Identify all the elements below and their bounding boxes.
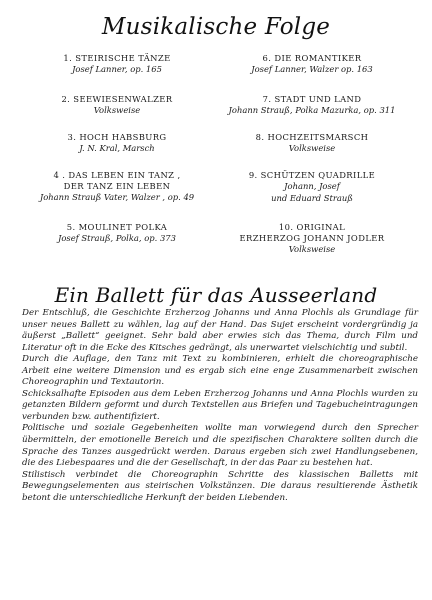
- program-item-title: 2. SEEWIESENWALZER: [61, 94, 173, 104]
- article-paragraph-4: Politische und soziale Gegebenheiten wollte man vorwiegend durch den Sprecher übermitteln, der emotionelle Bereich und die spezifischen Charaktere sollten durch die Sprache des Tanzes ausgedrückt werden. Daraus ergeben sich zwei Handlungsebenen, die des Liebespaares und die der Gesellschaft, in der das Paar zu bestehen hat.: [22, 423, 418, 469]
- program-item-title: 5. MOULINET POLKA: [66, 222, 168, 232]
- program-item-title: 8. HOCHZEITSMARSCH: [255, 132, 369, 142]
- program-item-6: [217, 53, 407, 76]
- program-item-10: [217, 222, 407, 256]
- program-item-composer: Johann, Josef: [284, 181, 340, 191]
- article-paragraph-5: Stilistisch verbindet die Choreographin Schritte des klassischen Balletts mit Bewegungselementen aus steirischen Volkstänzen. Die daraus resultierende Ästhetik betont die unterschiedliche Herkunft der beiden Liebenden.: [22, 469, 418, 503]
- program-item-composer: Volksweise: [288, 143, 336, 153]
- program-item-composer: J. N. Kral, Marsch: [79, 143, 155, 153]
- article-paragraph-1: Der Entschluß, die Geschichte Erzherzog Johanns und Anna Plochls als Grundlage für unser neues Ballett zu wählen, lag auf der Hand. Das Sujet erscheint vordergründig ja äußerst „Ballett“ geeignet. Sehr bald aber erwies sich das Thema, durch Film und Literatur oft in die Ecke des Kitsches gedrängt, als unerwartet vielschichtig und subtil.: [22, 308, 418, 353]
- program-item-2: [22, 94, 212, 117]
- program-item-title-line-2: ERZHERZOG JOHANN JODLER: [239, 233, 385, 243]
- program-item-8: [217, 132, 407, 155]
- program-item-title: 3. HOCH HABSBURG: [67, 132, 167, 142]
- program-item-title: 1. STEIRISCHE TÄNZE: [63, 53, 171, 63]
- program-item-5: [22, 222, 212, 245]
- program-item-4: [22, 170, 212, 204]
- program-item-3: [22, 132, 212, 155]
- program-item-composer: Volksweise: [93, 105, 141, 115]
- program-item-title: 10. ORIGINAL: [278, 222, 346, 232]
- program-item-9: [217, 170, 407, 204]
- article-paragraph-2: Durch die Auflage, den Tanz mit Text zu kombinieren, erhielt die choreographische Arbeit eine weitere Dimension und es ergab sich eine enge Zusammenarbeit zwischen Choreographin und Textautorin.: [22, 354, 418, 388]
- article-body: [22, 308, 418, 504]
- program-item-composer: Josef Strauß, Polka, op. 373: [58, 233, 176, 243]
- program-item-composer: Volksweise: [288, 244, 336, 254]
- program-item-title-line-2: DER TANZ EIN LEBEN: [63, 181, 171, 191]
- article-paragraph-3: Schicksalhafte Episoden aus dem Leben Erzherzog Johanns und Anna Plochls wurden zu getanzten Bildern geformt und durch Textstellen aus Briefen und Tagebucheintragungen verbunden bzw. authentifiziert.: [22, 388, 418, 422]
- article-heading: Ein Ballett für das Ausseerland: [54, 283, 378, 307]
- program-item-title: 4 . DAS LEBEN EIN TANZ ,: [53, 170, 181, 180]
- program-item-composer: Johann Strauß, Polka Mazurka, op. 311: [228, 105, 396, 115]
- program-item-7: [217, 94, 407, 117]
- program-item-title: 7. STADT UND LAND: [262, 94, 362, 104]
- program-item-composer: Josef Lanner, op. 165: [72, 64, 162, 74]
- program-item-1: [22, 53, 212, 76]
- program-item-composer: Josef Lanner, Walzer op. 163: [251, 64, 373, 74]
- program-item-title: 9. SCHÜTZEN QUADRILLE: [248, 170, 376, 180]
- program-heading: Musikalische Folge: [101, 14, 331, 40]
- program-item-title: 6. DIE ROMANTIKER: [262, 53, 362, 63]
- program-item-composer: Johann Strauß Vater, Walzer , op. 49: [39, 192, 195, 202]
- program-item-composer-line-2: und Eduard Strauß: [271, 192, 353, 203]
